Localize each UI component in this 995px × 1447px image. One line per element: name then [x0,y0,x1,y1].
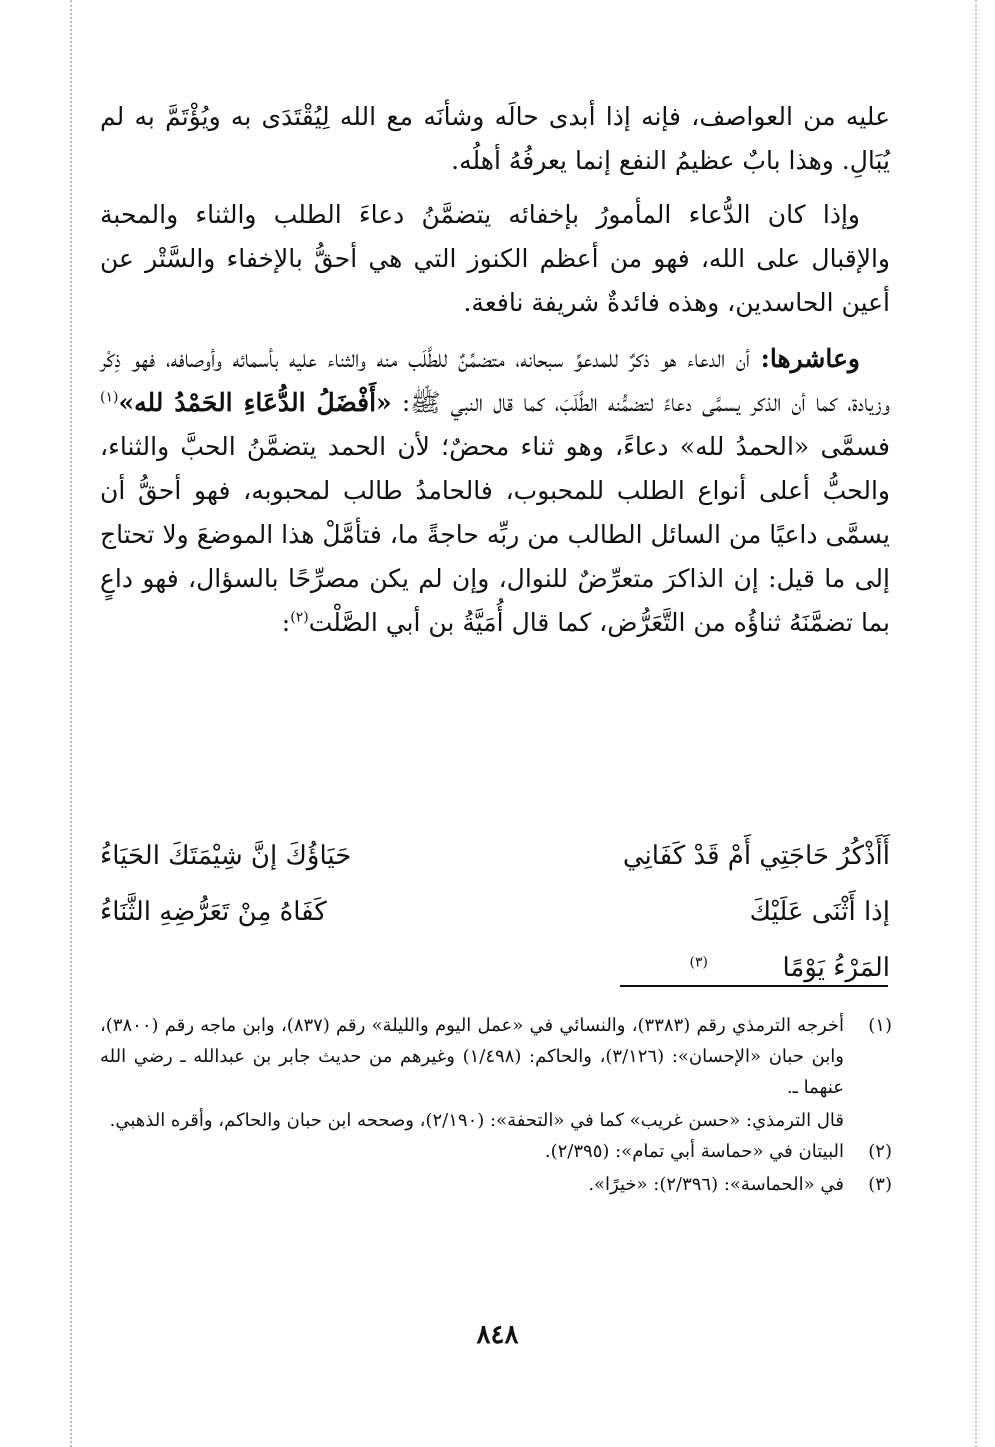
scan-edge-dots-right [975,0,977,1447]
verse-first-hemistich-text: إذا أَثْنَى عَلَيْكَ المَرْءُ يَوْمًا [749,897,890,983]
footnote-3 [100,1169,892,1200]
poem-verse [100,828,890,884]
paragraph-3 [100,337,890,645]
footnote-ref-1: (١) [100,389,119,406]
tenth-text-part1: أن الدعاء هو ذكرٌ للمدعوِّ سبحانه، متضمِّنٌ للطَّلَب منه والثناء عليه بأسمائه وأوصافه، فهو ذِكْر وزيادة، كما أن الذكر يسمَّى دعاءً لتضمُّنه الطَّلَبَ، كما قال النبي ﷺ: [100,344,890,417]
footnote-1-continuation: قال الترمذي: «حسن غريب» كما في «التحفة»: (٢/١٩٠)، وصححه ابن حبان والحاكم، وأقره الذهبي. [109,1110,844,1131]
tenth-text-part2: فسمَّى «الحمدُ لله» دعاءً، وهو ثناء محضٌ؛ لأن الحمد يتضمَّنُ الحبَّ والثناء، والحبُّ أعلى أنواع الطلب للمحبوب، فالحامدُ طالب لمحبوبه، فهو أحقُّ أن يسمَّى داعيًا من السائل الطالب من ربِّه حاجةً ما، فتأمَّلْ هذا الموضعَ ولا تحتاج إلى ما قيل: إن الذاكرَ متعرِّضٌ للنوال، وإن لم يكن مصرِّحًا بالسؤال، فهو داعٍ بما تضمَّنَهُ ثناؤُه من التَّعَرُّض، كما قال أُمَيَّةُ بن أبي الصَّلْت [100,432,890,637]
scan-edge-dots-left [70,0,72,1447]
footnote-number: (٢) [868,1141,892,1162]
footnote-text: أخرجه الترمذي رقم (٣٣٨٣)، والنسائي في «عمل اليوم والليلة» رقم (٨٣٧)، وابن ماجه رقم (٣٨٠٠)، وابن حبان «الإحسان»: (٣/١٢٦)، والحاكم: (١/٤٩٨) وغيرهم من حديث جابر بن عبدالله ـ رضي الله عنهما ـ. [100,1015,845,1098]
footnote-text: البيتان في «حماسة أبي تمام»: (٢/٣٩٥). [544,1141,844,1162]
paragraph-1: عليه من العواصف، فإنه إذا أبدى حالَه وشأنَه مع الله لِيُقْتَدَى به ويُؤْتَمَّ به لم يُبَالِ. وهذا بابٌ عظيمُ النفع إنما يعرفُهُ أهلُه. [100,102,890,175]
verse-second-hemistich: حَيَاؤُكَ إنَّ شِيْمَتَكَ الحَيَاءُ [100,841,352,871]
verse-second-hemistich: كَفَاهُ مِنْ تَعَرُّضِهِ الثَّنَاءُ [100,897,327,927]
footnote-1 [100,1010,892,1103]
footnote-ref-2: (٢) [290,609,309,626]
poem [100,828,890,996]
paragraph-2: وإذا كان الدُّعاء المأمورُ بإخفائه يتضمَّنُ دعاءَ الطلب والثناء والمحبة والإقبال على الله، فهو من أعظم الكنوز التي هي أحقُّ بالإخفاء والسَّتْر عن أعين الحاسدين، وهذه فائدةٌ شريفة نافعة. [100,200,890,317]
footnote-ref-3: (٣) [689,954,708,971]
footnote-number: (١) [868,1015,892,1036]
main-text [100,95,890,655]
footnote-2 [100,1136,892,1167]
tenth-text-tail: : [281,608,291,637]
verse-first-hemistich [511,884,890,996]
tenth-keyword: وعاشرها: [760,344,860,373]
footnotes [100,1010,892,1202]
hadith-quote: «أَفْضَلُ الدُّعَاءِ الحَمْدُ لله» [118,388,392,417]
poem-verse [100,884,890,996]
page-number: ٨٤٨ [476,1320,519,1350]
footnote-text: في «الحماسة»: (٢/٣٩٦): «خيرًا». [588,1174,844,1195]
verse-first-hemistich: أَأَذْكُرُ حَاجَتِي أَمْ قَدْ كَفَانِي [622,841,890,871]
footnote-separator [620,985,888,987]
footnote-number: (٣) [868,1174,892,1195]
